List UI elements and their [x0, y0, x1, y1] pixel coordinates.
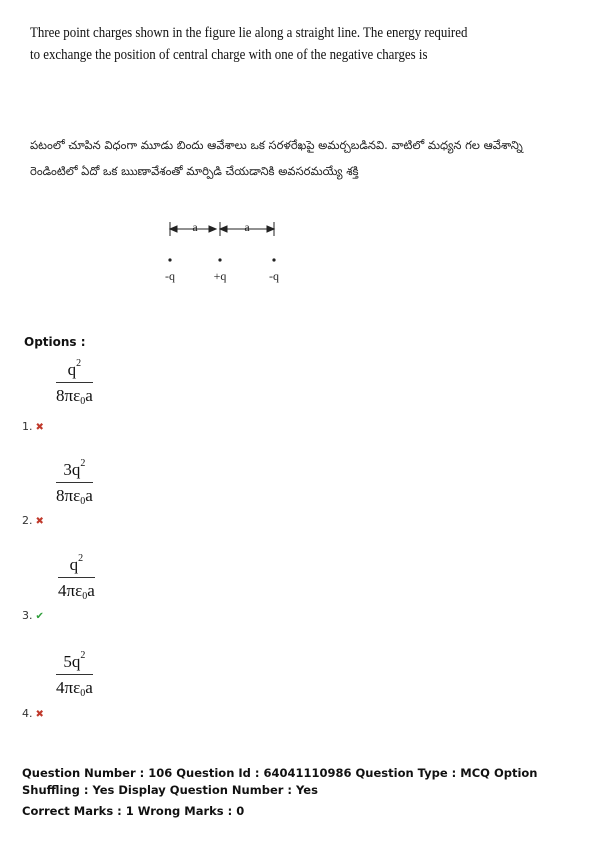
- marks-meta-line: Correct Marks : 1 Wrong Marks : 0: [22, 804, 245, 818]
- cross-icon: ✖: [35, 709, 44, 720]
- option-2-marker[interactable]: [22, 514, 44, 527]
- option-3-denominator: 4πε: [58, 581, 83, 600]
- distance-label-right: a: [244, 222, 250, 234]
- option-2-denominator-end: a: [85, 486, 93, 505]
- distance-label-left: a: [192, 222, 198, 234]
- option-1-marker[interactable]: [22, 420, 44, 433]
- option-4-denominator: 4πε: [56, 678, 81, 697]
- option-3-power: 2: [78, 553, 84, 564]
- option-4-marker[interactable]: [22, 707, 44, 720]
- options-heading: Options :: [24, 335, 86, 349]
- option-2-number: 2.: [22, 514, 33, 527]
- option-3-formula: [58, 553, 95, 602]
- charge-point-left: [168, 258, 171, 261]
- option-4-numerator: 5q: [63, 652, 81, 671]
- option-1-subscript: 0: [80, 396, 86, 407]
- option-1-numerator: q: [67, 360, 77, 379]
- option-4-subscript: 0: [80, 688, 86, 699]
- option-4-denominator-end: a: [85, 678, 93, 697]
- cross-icon: ✖: [35, 516, 44, 527]
- question-meta-line: Question Number : 106 Question Id : 64041110986 Question Type : MCQ Option Shuffling : Yes Display Question Number : Yes: [22, 766, 538, 797]
- question-metadata: [22, 765, 587, 820]
- option-2-subscript: 0: [80, 496, 86, 507]
- cross-icon: ✖: [35, 422, 44, 433]
- option-4-number: 4.: [22, 707, 33, 720]
- charge-label-center: +q: [213, 269, 227, 283]
- question-text-telugu: పటంలో చూపిన విధంగా మూడు బిందు ఆవేశాలు ఒక సరళరేఖపై అమర్చబడినవి. వాటిలో మధ్యన గల ఆవేశాన్ని రెండింటిలో ఏదో ఒక ఋణావేశంతో మార్పిడి చేయడానికి అవసరమయ్యే శక్తి: [30, 138, 523, 178]
- option-1-formula: [56, 358, 93, 407]
- option-3-marker[interactable]: [22, 609, 44, 622]
- charge-label-left: -q: [165, 269, 175, 283]
- option-2-power: 2: [80, 458, 86, 469]
- option-3-denominator-end: a: [87, 581, 95, 600]
- option-1-denominator-end: a: [85, 386, 93, 405]
- option-3-numerator: q: [69, 555, 79, 574]
- charges-figure: [150, 222, 290, 292]
- option-4-power: 2: [80, 650, 86, 661]
- charge-point-right: [272, 258, 275, 261]
- charge-point-center: [218, 258, 221, 261]
- checkmark-icon: ✔: [35, 611, 44, 622]
- option-2-formula: [56, 458, 93, 507]
- option-2-denominator: 8πε: [56, 486, 81, 505]
- option-4-formula: [56, 650, 93, 699]
- option-2-numerator: 3q: [63, 460, 81, 479]
- option-1-number: 1.: [22, 420, 33, 433]
- option-3-number: 3.: [22, 609, 33, 622]
- charge-label-right: -q: [269, 269, 279, 283]
- question-text-english: Three point charges shown in the figure lie along a straight line. The energy required to exchange the position of central charge with one of the negative charges is: [30, 25, 468, 63]
- option-1-power: 2: [76, 358, 82, 369]
- option-3-subscript: 0: [82, 591, 88, 602]
- option-1-denominator: 8πε: [56, 386, 81, 405]
